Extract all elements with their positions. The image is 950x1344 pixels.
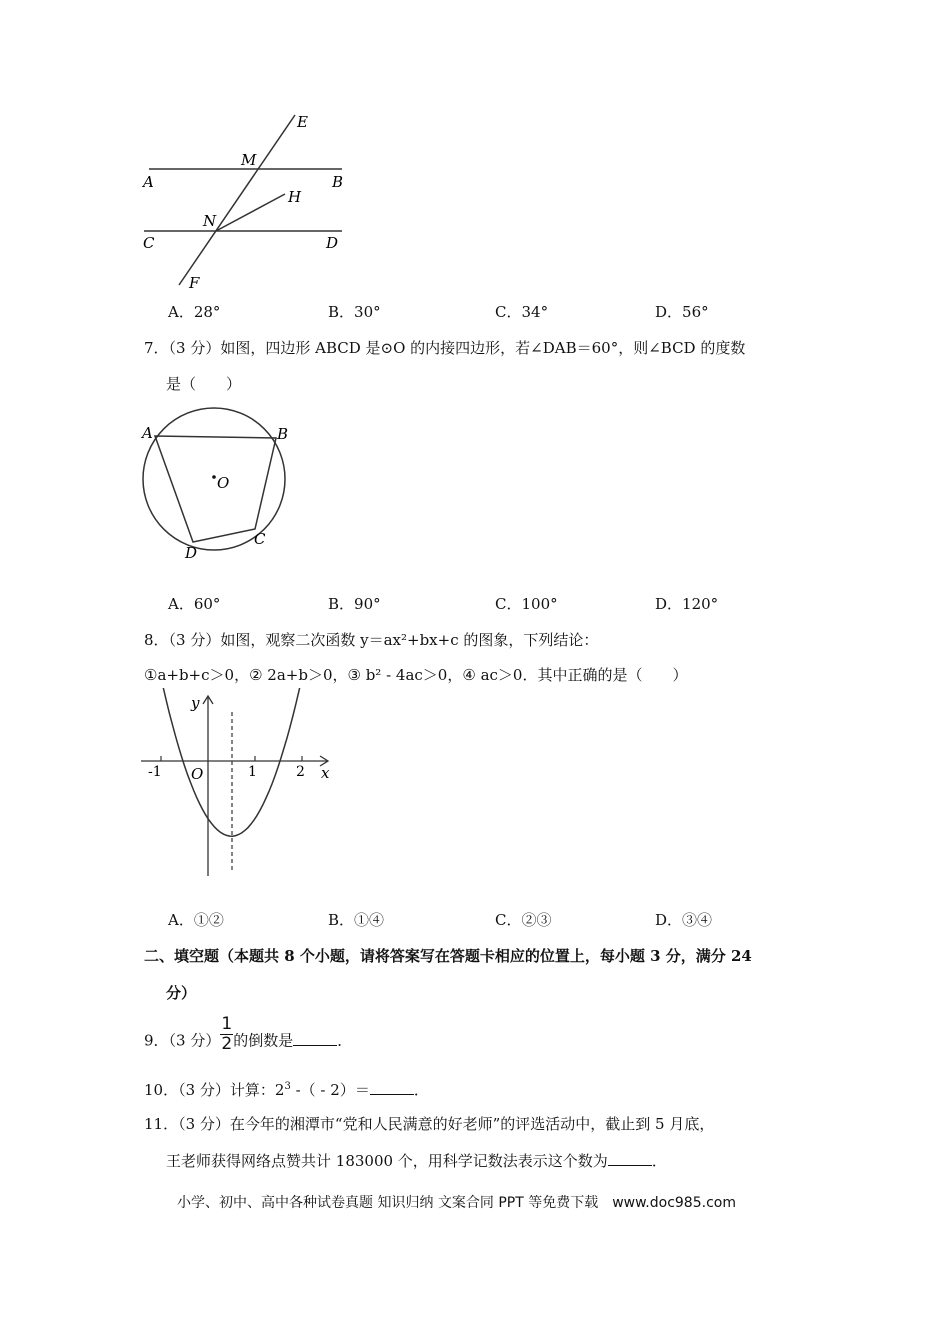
q7-stem-line2: 是（ ）: [166, 375, 242, 393]
q9-fraction-numerator: 1: [221, 1014, 233, 1034]
q7-label-a: A: [142, 424, 153, 442]
q9-fraction: [220, 1015, 233, 1054]
q6-label-f: F: [189, 274, 200, 290]
q8-label-1: 1: [248, 764, 257, 780]
q10-prefix: 10．（3 分）计算：2: [144, 1081, 285, 1099]
q8-stem-line1: 8．（3 分）如图，观察二次函数 y＝ax²+bx+c 的图象，下列结论：: [144, 631, 599, 649]
q6-figure: [135, 110, 360, 290]
q9-answer-blank[interactable]: [293, 1031, 337, 1046]
q10-answer-blank[interactable]: [370, 1080, 414, 1095]
page-footer: 小学、初中、高中各种试卷真题 知识归纳 文案合同 PPT 等免费下载 www.doc985.com: [177, 1195, 736, 1211]
q6-option-c[interactable]: C．34°: [495, 303, 549, 321]
q6-label-n: N: [203, 212, 217, 230]
q7-option-a[interactable]: A．60°: [168, 595, 221, 613]
q7-label-b: B: [277, 425, 289, 443]
q6-label-e: E: [297, 113, 308, 131]
q8-stem-line2: ①a+b+c＞0，② 2a+b＞0，③ b² - 4ac＞0，④ ac＞0．其中正确的是（ ）: [144, 666, 688, 684]
q8-option-b[interactable]: B．①④: [328, 911, 385, 929]
q8-option-d[interactable]: D．③④: [655, 911, 713, 929]
q8-label-2: 2: [296, 764, 305, 780]
q7-option-d[interactable]: D．120°: [655, 595, 719, 613]
q6-label-b: B: [332, 173, 344, 191]
q6-label-d: D: [326, 234, 339, 252]
q6-label-m: M: [241, 151, 257, 169]
q8-option-a[interactable]: A．①②: [168, 911, 224, 929]
section2-heading-line2: 分）: [166, 984, 197, 1002]
q8-option-c[interactable]: C．②③: [495, 911, 552, 929]
q11-stem-line1: 11．（3 分）在今年的湘潭市“党和人民满意的好老师”的评选活动中，截止到 5 月底，: [144, 1115, 715, 1133]
q10-line: [144, 1077, 429, 1100]
q7-figure: [135, 398, 305, 563]
q7-label-d: D: [185, 544, 198, 562]
section2-heading-line1: 二、填空题（本题共 8 个小题，请将答案写在答题卡相应的位置上，每小题 3 分，满分 24: [144, 947, 752, 965]
q6-option-b[interactable]: B．30°: [328, 303, 381, 321]
q11-end: ．: [651, 1152, 667, 1170]
q6-label-c: C: [143, 234, 155, 252]
q8-figure: [135, 688, 345, 883]
q8-label-x: x: [321, 764, 330, 782]
q8-label-y: y: [191, 694, 200, 712]
q9-fraction-denominator: 2: [221, 1034, 233, 1054]
q6-label-h: H: [288, 188, 302, 206]
q10-suffix: -（ - 2）＝: [290, 1081, 370, 1099]
q8-parabola: [142, 688, 323, 836]
q9-line: [144, 1014, 353, 1054]
q7-option-b[interactable]: B．90°: [328, 595, 381, 613]
q11-stem-line2-wrap: [166, 1151, 667, 1171]
q8-label-neg1: -1: [148, 764, 162, 780]
q7-stem-line1: 7．（3 分）如图，四边形 ABCD 是⊙O 的内接四边形，若∠DAB＝60°，则∠BCD 的度数: [144, 339, 746, 357]
q7-option-c[interactable]: C．100°: [495, 595, 558, 613]
q11-answer-blank[interactable]: [608, 1151, 652, 1166]
q10-end: ．: [413, 1081, 429, 1099]
q11-stem-line2: 王老师获得网络点赞共计 183000 个，用科学记数法表示这个数为: [166, 1152, 608, 1170]
q7-label-o: O: [217, 474, 230, 492]
q6-option-a[interactable]: A．28°: [168, 303, 221, 321]
q9-prefix: 9．（3 分）: [144, 1031, 221, 1050]
q6-option-d[interactable]: D．56°: [655, 303, 709, 321]
q9-suffix: 的倒数是: [233, 1031, 294, 1050]
q9-end: ．: [337, 1031, 353, 1050]
q7-label-c: C: [254, 530, 266, 548]
q10-exponent: 3: [284, 1081, 291, 1092]
q6-label-a: A: [143, 173, 154, 191]
q8-label-o: O: [191, 765, 204, 783]
